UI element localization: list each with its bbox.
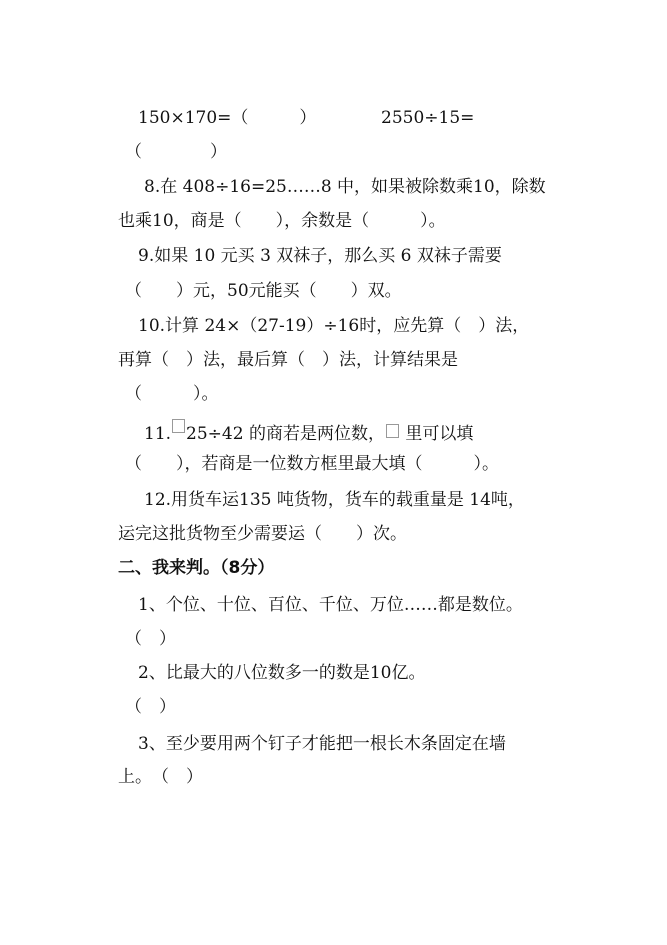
judge-3-line-1: 3、至少要用两个钉子才能把一根长木条固定在墙 — [138, 734, 506, 754]
question-10-line-3: （ ）。 — [125, 384, 219, 404]
question-11-line-1 — [144, 419, 474, 444]
question-12-line-1: 12.用货车运135 吨货物，货车的载重量是 14吨， — [144, 490, 525, 510]
question-11-line-2: （ ），若商是一位数方框里最大填（ ）。 — [125, 454, 499, 474]
judge-1-line-2: （ ） — [125, 629, 176, 649]
question-10-line-2: 再算（ ）法，最后算（ ）法，计算结果是 — [118, 350, 458, 370]
question-9-line-1: 9.如果 10 元买 3 双袜子，那么买 6 双袜子需要 — [138, 246, 502, 266]
question-11-number: 11. — [144, 424, 172, 444]
question-8-line-2: 也乘10，商是（ ），余数是（ ）。 — [118, 211, 446, 231]
question-9-line-2: （ ）元，50元能买（ ）双。 — [125, 281, 402, 301]
judge-1-line-1: 1、个位、十位、百位、千位、万位……都是数位。 — [138, 595, 523, 615]
square-box-icon — [386, 424, 399, 438]
answer-blank-line: （ ） — [125, 142, 227, 162]
section-2-heading: 二、我来判。（8分） — [118, 558, 275, 578]
question-12-line-2: 运完这批货物至少需要运（ ）次。 — [118, 524, 407, 544]
question-11-text: 25÷42 的商若是两位数， — [186, 424, 385, 444]
question-line-division: 2550÷15= — [381, 108, 475, 128]
square-box-icon — [172, 419, 185, 433]
question-8-line-1: 8.在 408÷16=25……8 中，如果被除数乘10，除数 — [144, 177, 546, 197]
question-10-line-1: 10.计算 24×（27-19）÷16时，应先算（ ）法， — [138, 316, 530, 336]
judge-3-line-2: 上。 （ ） — [118, 767, 203, 787]
question-line-multiplication: 150×170=（ ） — [138, 108, 317, 128]
judge-2-line-1: 2、比最大的八位数多一的数是10亿。 — [138, 663, 426, 683]
question-11-text-end: 里可以填 — [405, 424, 474, 444]
judge-2-line-2: （ ） — [125, 697, 176, 717]
